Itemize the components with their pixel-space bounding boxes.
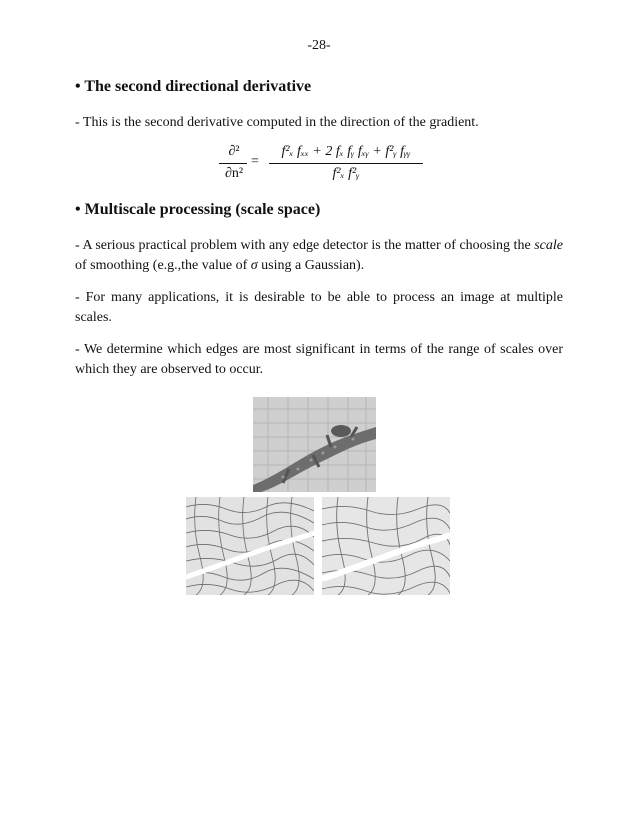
fraction-bar bbox=[269, 163, 423, 164]
paragraph-significant-edges: - We determine which edges are most significant in terms of the range of scales over which they are observed to occur. bbox=[75, 342, 563, 377]
equation-rhs-numerator: f²ₓ fₓₓ + 2 fₓ fᵧ fₓᵧ + f²ᵧ fᵧᵧ bbox=[281, 144, 411, 159]
fraction-bar bbox=[219, 163, 247, 164]
edge-map-small-scale bbox=[186, 497, 314, 595]
equation-rhs-denominator: f²ₓ f²ᵧ bbox=[332, 166, 360, 181]
para-text: of smoothing (e.g.,the value of bbox=[75, 258, 251, 273]
equation-lhs-numerator: ∂² bbox=[228, 144, 240, 159]
equation-lhs-denominator: ∂n² bbox=[224, 166, 244, 181]
section-heading-directional-derivative: • The second directional derivative bbox=[75, 78, 312, 95]
equation-second-derivative bbox=[215, 142, 425, 190]
paragraph-multiple-scales: - For many applications, it is desirable to be able to process an image at multiple scales. bbox=[75, 290, 563, 325]
section-heading-multiscale: • Multiscale processing (scale space) bbox=[75, 201, 321, 218]
equals-sign: = bbox=[251, 154, 259, 169]
paragraph-scale-problem bbox=[75, 236, 563, 276]
lizard-photo bbox=[253, 397, 376, 492]
page-number: -28- bbox=[307, 38, 331, 53]
sigma-symbol: σ bbox=[250, 258, 258, 273]
paragraph-directional-derivative: - This is the second derivative computed in the direction of the gradient. bbox=[75, 115, 479, 130]
para-text: - A serious practical problem with any edge detector is the matter of choosing the bbox=[75, 238, 535, 253]
edge-map-large-scale bbox=[322, 497, 450, 595]
para-scale-italic: scale bbox=[534, 238, 563, 253]
para-text: using a Gaussian). bbox=[257, 258, 365, 273]
